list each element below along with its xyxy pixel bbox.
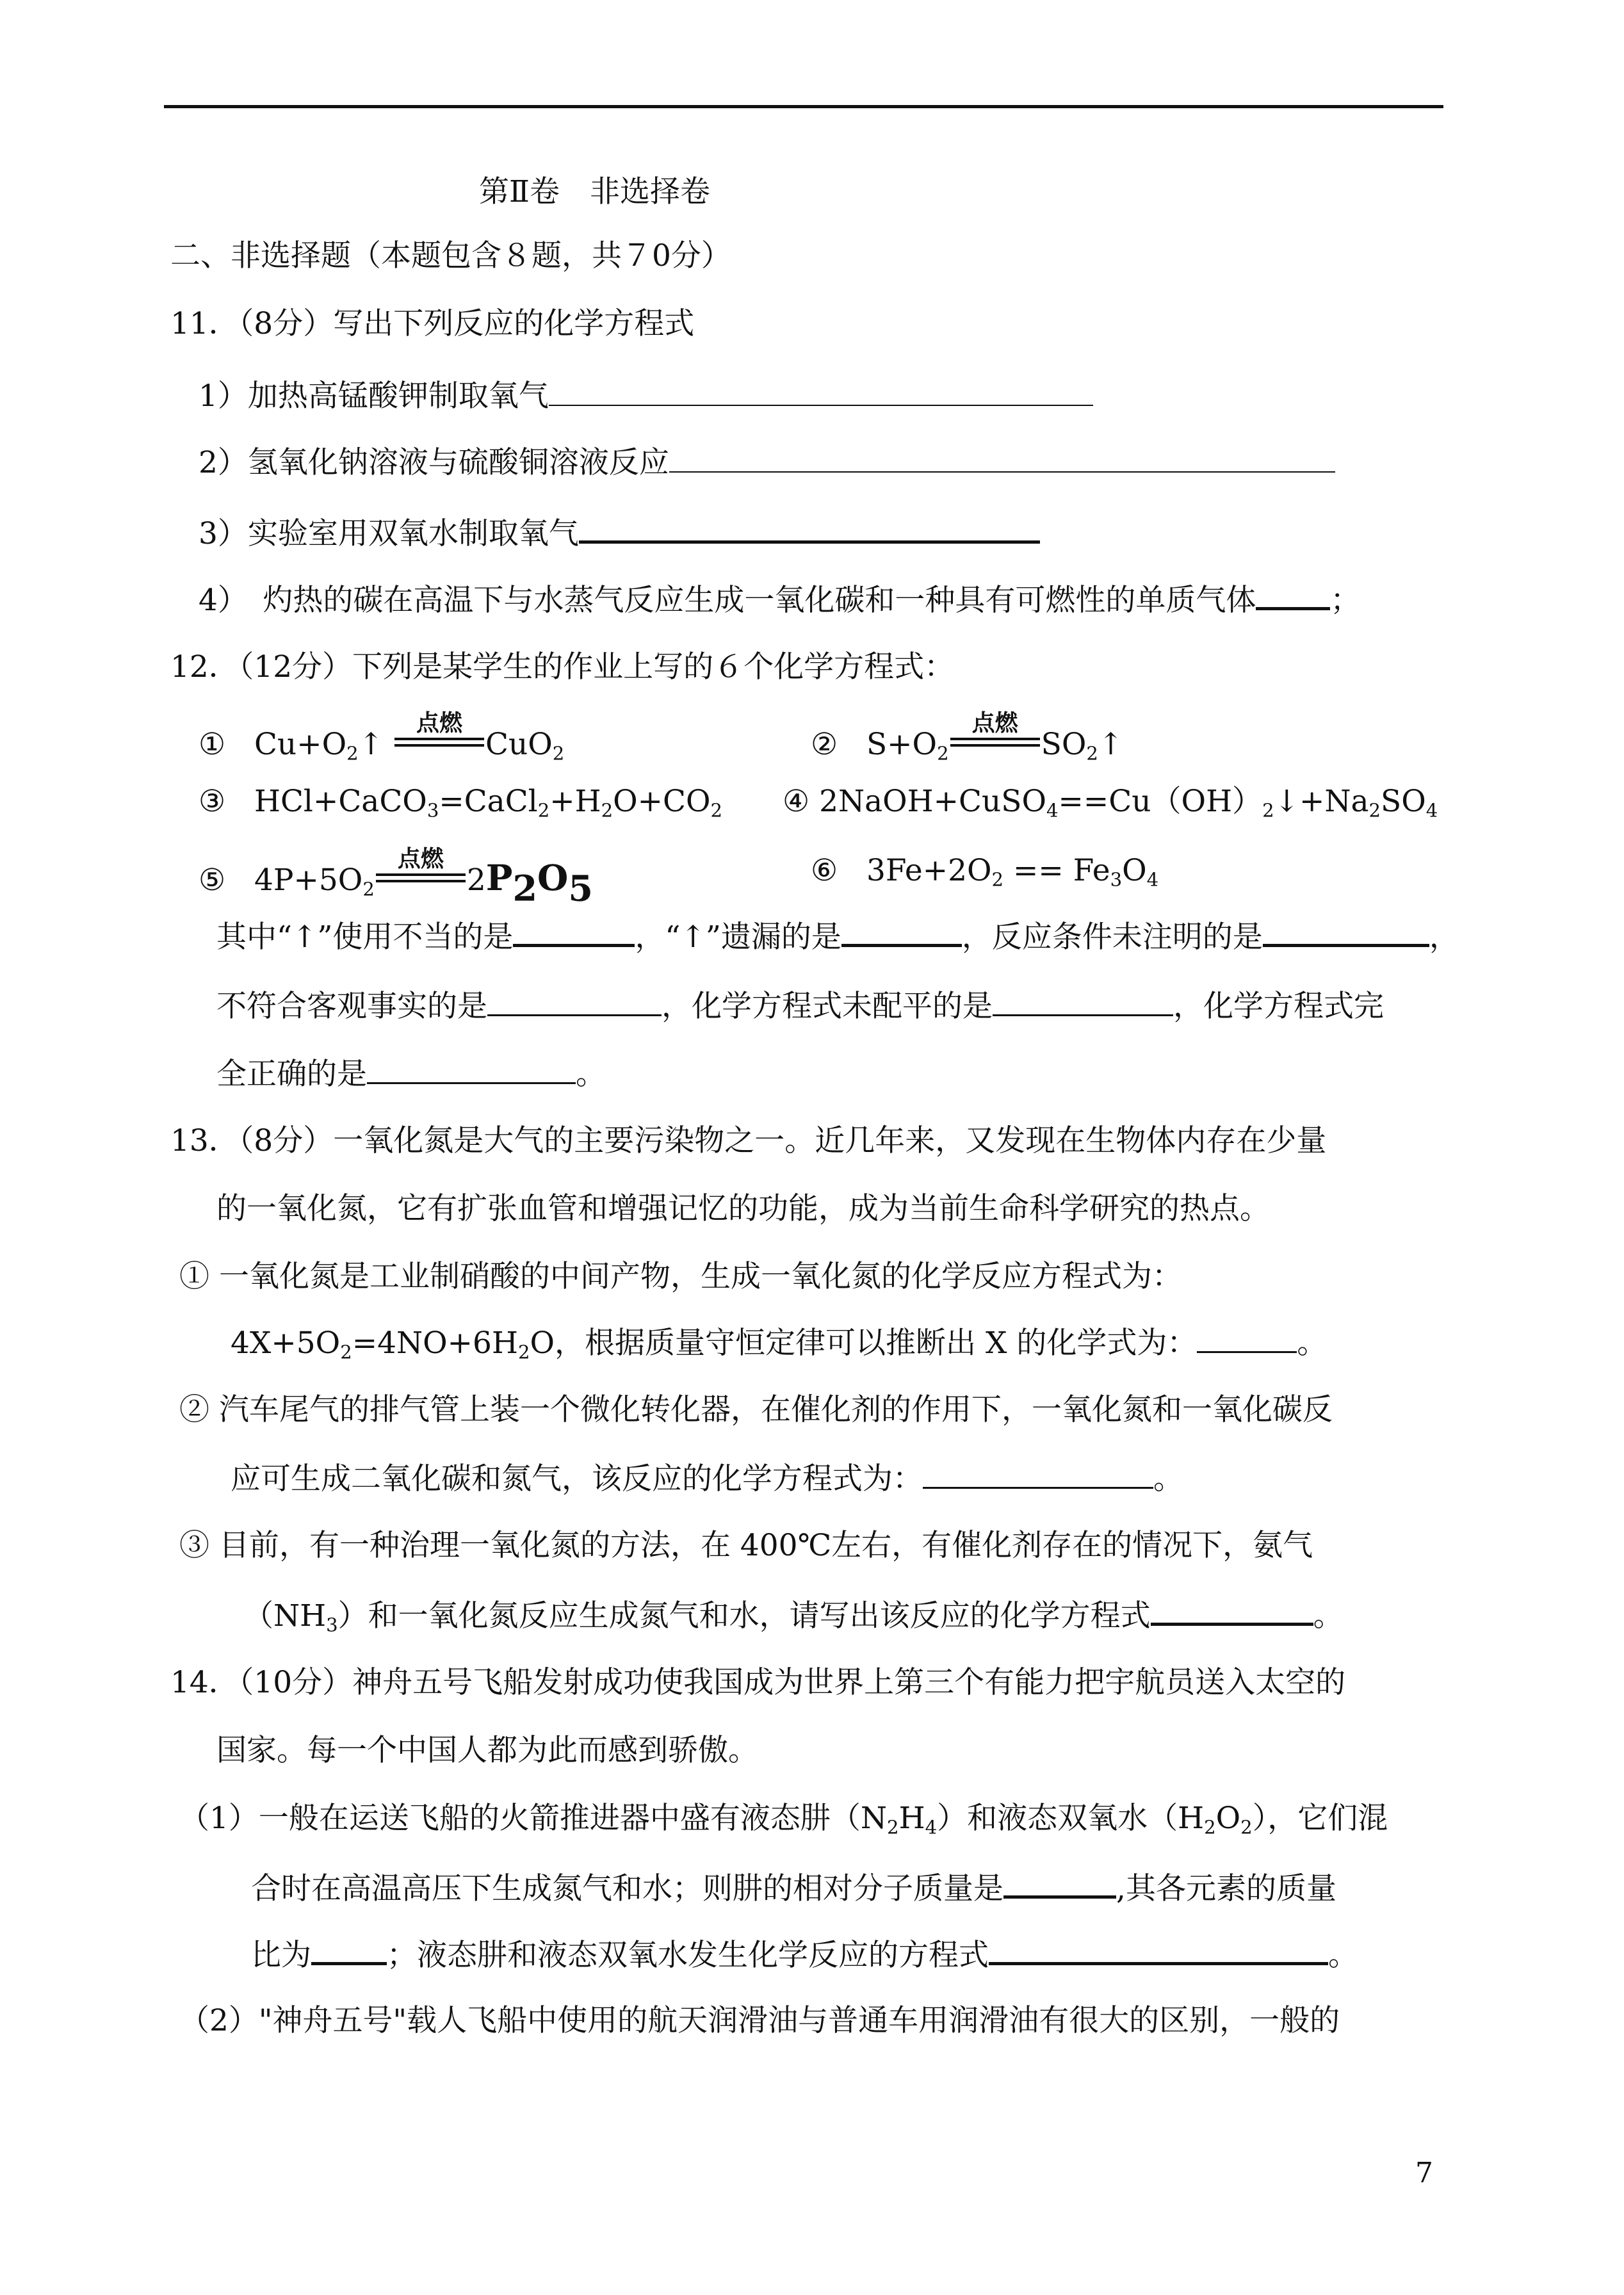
q12-eq3	[199, 783, 722, 821]
q11-item1-blank[interactable]	[549, 377, 1093, 406]
part-title: 二、非选择题（本题包含８题，共７0分）	[170, 238, 731, 273]
q11-item4-end: ；	[1330, 583, 1361, 618]
condition-label: 点燃	[416, 710, 462, 736]
q12-eq5	[199, 846, 593, 910]
q11-item3	[199, 512, 1040, 553]
q11-item2	[199, 443, 1335, 482]
q11-item1	[199, 377, 1093, 416]
q12-ask1-a: 其中“↑”使用不当的是	[216, 920, 514, 955]
q12-ask-line3	[216, 1054, 606, 1094]
q13-part2-line2: 应可生成二氧化碳和氮气，该反应的化学方程式为： 。	[231, 1459, 1183, 1498]
eq2-number: ②	[811, 727, 838, 762]
eq1-condition	[394, 710, 484, 754]
missing-condition-blank[interactable]	[1263, 916, 1429, 947]
q12-ask2-c: ，化学方程式完	[1173, 989, 1384, 1024]
q12-ask1-c: ，反应条件未注明的是	[961, 920, 1263, 955]
eq3-formula: $HCl+CaCO_3=CaCl_2+H_2O+CO_2$	[254, 784, 723, 822]
q11-item3-blank[interactable]	[579, 512, 1040, 544]
eq5-number: ⑤	[199, 863, 226, 898]
eq5-condition	[376, 846, 466, 890]
q14-stem-line1: 14．（10分）神舟五号飞船发射成功使我国成为世界上第三个有能力把宇航员送入太空的	[170, 1665, 1346, 1700]
x-formula-blank[interactable]	[1197, 1323, 1297, 1353]
catalyst-equation-blank[interactable]	[923, 1459, 1153, 1489]
eq1-number: ①	[199, 727, 226, 762]
q11-stem: 11．（8分）写出下列反应的化学方程式	[170, 306, 695, 341]
q14-stem-line2: 国家。每一个中国人都为此而感到骄傲。	[216, 1733, 758, 1768]
q11-item3-text: 3）实验室用双氧水制取氧气	[199, 516, 579, 551]
q12-stem: 12．（12分）下列是某学生的作业上写的６个化学方程式：	[170, 649, 955, 685]
q13-part3-line2: $(NH_3)$和一氧化氮反应生成氮气和水，请写出该反应的化学方程式 。	[243, 1594, 1344, 1635]
q14-part1-line2: 合时在高温高压下生成氮气和水；则肼的相对分子质量是 ,其各元素的质量	[251, 1867, 1336, 1908]
q13-stem-line2: 的一氧化氮，它有扩张血管和增强记忆的功能，成为当前生命科学研究的热点。	[216, 1191, 1270, 1226]
q11-item2-blank[interactable]	[669, 443, 1335, 473]
condition-label: 点燃	[397, 846, 444, 872]
eq6-number: ⑥	[811, 853, 838, 888]
q12-ask3-b: 。	[576, 1057, 606, 1092]
q11-item4-blank[interactable]	[1256, 579, 1330, 610]
q13-part1: ① 一氧化氮是工业制硝酸的中间产物，生成一氧化氮的化学反应方程式为：	[179, 1259, 1182, 1294]
unbalanced-blank[interactable]	[993, 986, 1173, 1016]
q13-stem-line1: 13．（8分）一氧化氮是大气的主要污染物之一。近几年来，又发现在生物体内存在少量	[170, 1123, 1327, 1158]
section-title: 第Ⅱ卷 非选择卷	[479, 174, 710, 209]
q12-ask2-a: 不符合客观事实的是	[216, 989, 487, 1024]
eq5-rhs: 2P2O5	[466, 857, 593, 910]
eq3-number: ③	[199, 784, 226, 819]
eq2-condition	[950, 710, 1040, 754]
q11-item4-text: 4） 灼热的碳在高温下与水蒸气反应生成一氧化碳和一种具有可燃性的单质气体	[199, 583, 1256, 618]
eq1-rhs: CuO$_2$	[485, 727, 565, 765]
q12-ask1-d: ，	[1429, 920, 1459, 955]
eq4-number: ④	[783, 784, 810, 819]
page-number: 7	[1415, 2157, 1433, 2189]
q11-item4	[199, 579, 1360, 620]
eq2-rhs: $SO_2↑$	[1041, 727, 1124, 765]
q14-part1-line1: （1）一般在运送飞船的火箭推进器中盛有液态肼$(N_2H_4)$和液态双氧水$(H_2O_2)$，它们混	[179, 1801, 1388, 1838]
condition-label: 点燃	[971, 710, 1018, 736]
mass-ratio-blank[interactable]	[311, 1934, 387, 1965]
q12-eq1	[199, 710, 565, 765]
ammonia-equation-blank[interactable]	[1151, 1594, 1313, 1626]
molar-mass-blank[interactable]	[1003, 1867, 1116, 1899]
q13-part1-equation: $4X+5O_2=4NO+6H_2O$，根据质量守恒定律可以推断出 X 的化学式为： 。	[231, 1323, 1327, 1363]
q14-part2: （2）"神舟五号"载人飞船中使用的航天润滑油与普通车用润滑油有很大的区别，一般的	[179, 2003, 1340, 2038]
eq1-lhs: $Cu+O_2↑$	[254, 727, 384, 765]
q13-part3-line1: ③ 目前，有一种治理一氧化氮的方法，在 400℃左右，有催化剂存在的情况下，氨气	[179, 1528, 1313, 1563]
fully-correct-blank[interactable]	[367, 1054, 576, 1084]
q13-part2-line1: ② 汽车尾气的排气管上装一个微化转化器，在催化剂的作用下，一氧化氮和一氧化碳反	[179, 1392, 1333, 1427]
header-rule	[164, 105, 1443, 108]
q12-ask-line2	[216, 986, 1384, 1026]
eq4-formula: $2NaOH+CuSO_4==Cu(OH)_2↓+Na_2SO_4$	[819, 784, 1438, 822]
q12-eq2	[811, 710, 1124, 765]
eq6-formula: $3Fe+2O_2 == Fe_3O_4$	[866, 853, 1159, 891]
hydrazine-equation-blank[interactable]	[989, 1934, 1328, 1965]
eq5-lhs: $4P+5O_2$	[254, 863, 375, 900]
misuse-arrow-blank[interactable]	[513, 916, 635, 947]
q11-item1-text: 1）加热高锰酸钾制取氧气	[199, 378, 549, 414]
q12-eq6	[811, 852, 1158, 890]
eq2-lhs: $S+O_2$	[866, 727, 949, 765]
q12-ask3-a: 全正确的是	[216, 1057, 367, 1092]
q11-item2-text: 2）氢氧化钠溶液与硫酸铜溶液反应	[199, 445, 669, 480]
q14-part1-line3: 比为 ；液态肼和液态双氧水发生化学反应的方程式 。	[251, 1934, 1358, 1975]
q12-eq4	[783, 783, 1438, 821]
q12-ask2-b: ，化学方程式未配平的是	[662, 989, 993, 1024]
q12-ask-line1	[216, 916, 1459, 957]
not-factual-blank[interactable]	[487, 986, 662, 1016]
q12-ask1-b: ，“↑”遗漏的是	[635, 920, 841, 955]
missing-arrow-blank[interactable]	[841, 916, 962, 947]
